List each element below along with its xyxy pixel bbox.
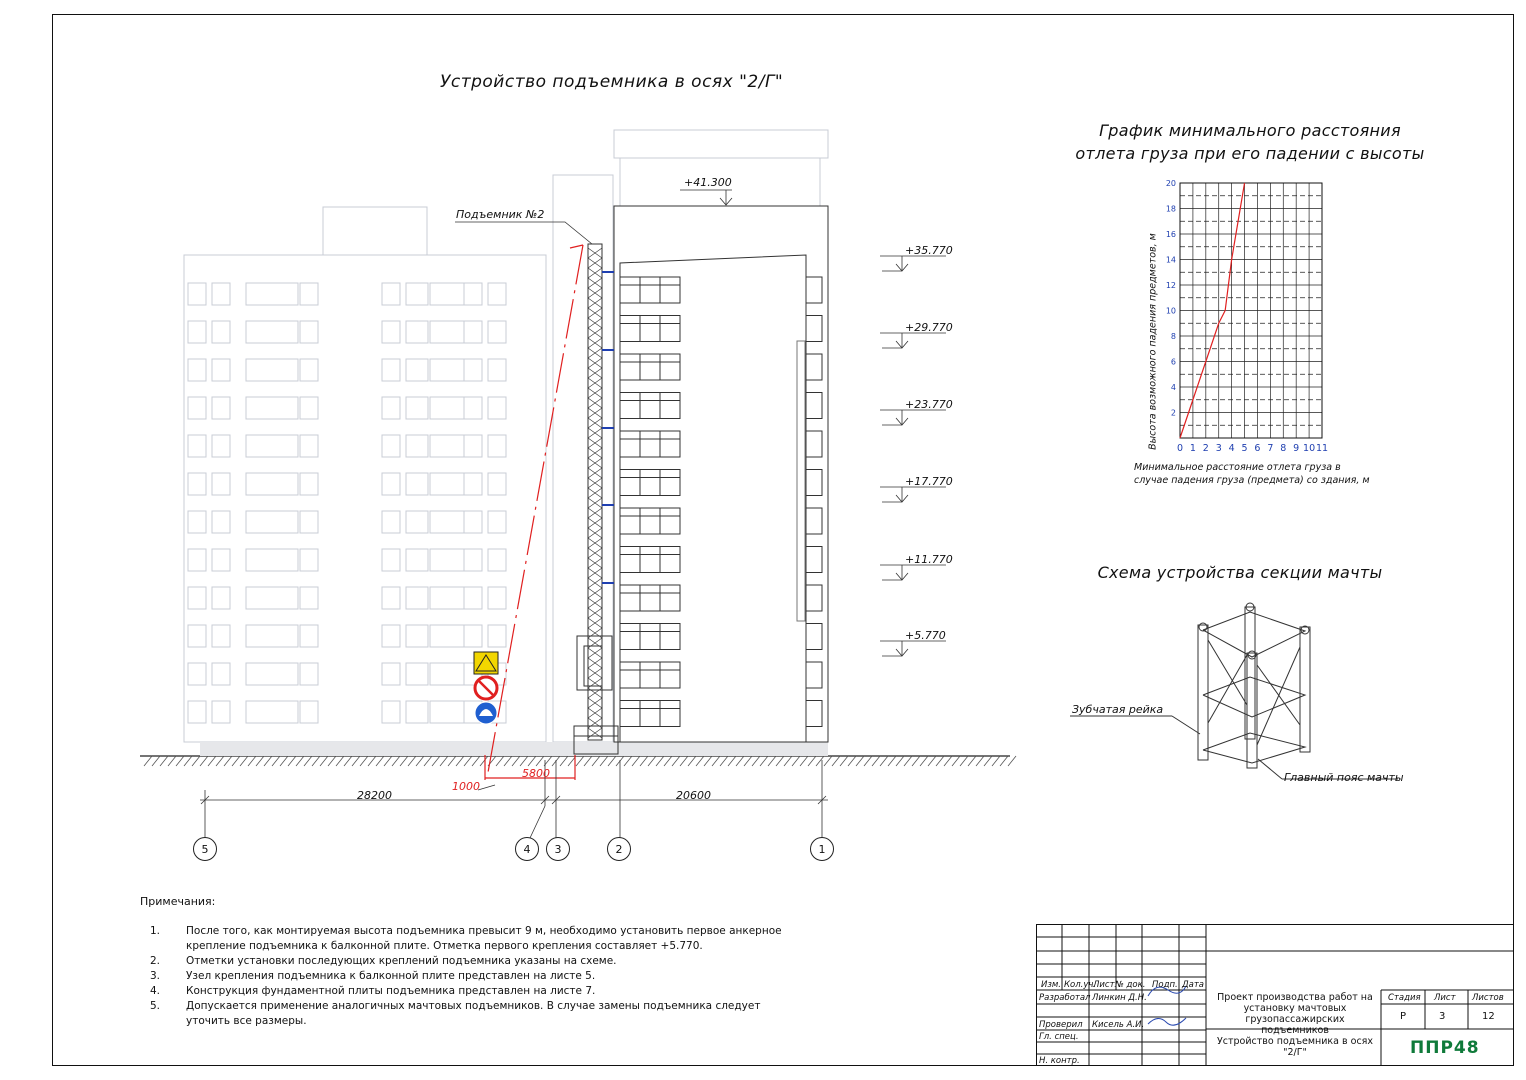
x-tick-label: 5 [1241,443,1248,454]
top-level-mark: +41.300 [684,176,732,189]
y-tick-label: 12 [1165,281,1176,290]
level-mark: +5.770 [905,629,946,642]
dim-left: 28200 [357,789,392,802]
stamp-sheet-header: Лист [1434,993,1456,1003]
stamp-header: Кол.уч. [1064,980,1097,990]
axis-marker: 4 [515,837,539,861]
stamp-stage-header: Стадия [1388,993,1421,1003]
x-tick-label: 6 [1254,443,1261,454]
x-tick-label: 10 [1303,443,1316,454]
graph-xlabel-line2: случае падения груза (предмета) со здания, м [1134,475,1370,486]
x-tick-label: 2 [1202,443,1209,454]
stamp-sheets: 12 [1482,1011,1495,1022]
x-tick-label: 9 [1293,443,1300,454]
stamp-role-developer: Разработал [1039,993,1091,1003]
stamp-header: Лист [1093,980,1115,990]
axis-marker: 2 [607,837,631,861]
dim-small1: 5800 [522,767,550,780]
elevation-title: Устройство подъемника в осях "2/Г" [440,72,784,92]
y-tick-label: 6 [1170,357,1176,367]
stamp-header: Дата [1182,980,1205,990]
stamp-role-norm: Н. контр. [1039,1056,1080,1066]
y-tick-label: 18 [1165,204,1176,214]
y-tick-label: 20 [1165,179,1176,188]
axis-marker: 5 [193,837,217,861]
graph-ylabel: Высота возможного падения предметов, м [1147,233,1159,450]
y-tick-label: 16 [1165,230,1176,239]
no-entry-sign-icon [475,677,497,699]
note-item: После того, как монтируемая высота подъемника превысит 9 м, необходимо установить первое анкерное крепление подъемника к балконной плите. Отметка первого крепления составляет +5.770. [186,925,782,952]
mast-label-belt: Главный пояс мачты [1284,771,1404,784]
company-logo: ППР48 [1410,1038,1480,1058]
stamp-sheet-title: Устройство подъемника в осях "2/Г" [1216,1036,1374,1058]
stamp-header: Изм. [1041,980,1061,990]
x-tick-label: 4 [1228,443,1235,454]
notes-list: 1. После того, как монтируемая высота подъемника превысит 9 м, необходимо установить первое анкерное крепление подъемника к балконной плите. Отметка первого крепления составляет +5.770. 2. Отметки установки последующих креплений подъемника указаны на схеме. 3. Узел крепления подъемника к балконной плите представлен на листе 5. 4. Конструкция фундаментной плиты подъемника представлен на листе 7. 5. Допускается применение аналогичных мачтовых подъемников. В случае замены подъемника следует уточить все размеры. [150,924,810,1034]
x-tick-label: 1 [1189,443,1196,454]
axis-marker: 1 [810,837,834,861]
stamp-stage: Р [1400,1011,1407,1022]
note-item: Допускается применение аналогичных мачтовых подъемников. В случае замены подъемника следует уточить все размеры. [186,1000,761,1027]
level-mark: +29.770 [905,321,953,334]
dim-right: 20600 [676,789,711,802]
helmet-sign-icon [475,702,497,724]
note-item: Конструкция фундаментной плиты подъемника представлен на листе 7. [186,985,596,997]
y-tick-label: 10 [1165,306,1176,316]
axis-marker: 3 [546,837,570,861]
graph-xlabel-line1: Минимальное расстояние отлета груза в [1134,462,1341,473]
mast-title: Схема устройства секции мачты [1097,563,1383,582]
stamp-name-developer: Линкин Д.Н. [1092,993,1147,1003]
y-tick-label: 2 [1170,408,1176,418]
dim-small2: 1000 [452,780,480,793]
x-tick-label: 0 [1176,443,1184,454]
stamp-role-checker: Проверил [1039,1020,1083,1030]
stamp-header: Подп. [1152,980,1178,990]
notes-heading: Примечания: [140,895,216,908]
graph-title-line1: График минимального расстояния [1099,121,1401,140]
level-mark: +11.770 [905,553,953,566]
y-tick-label: 4 [1170,383,1176,392]
stamp-project-name: Проект производства работ на установку мачтовых грузопассажирских подъемников [1217,992,1373,1036]
level-mark: +23.770 [905,398,953,411]
level-mark: +35.770 [905,244,953,257]
level-mark: +17.770 [905,475,953,488]
note-item: Отметки установки последующих креплений подъемника указаны на схеме. [186,955,617,967]
note-item: Узел крепления подъемника к балконной плите представлен на листе 5. [186,970,596,982]
chart-grid [1180,183,1322,438]
mast-section-drawing [1060,595,1410,790]
stamp-header: № док. [1115,980,1146,990]
y-tick-label: 8 [1170,332,1176,341]
y-tick-label: 14 [1165,255,1176,265]
x-tick-label: 7 [1267,443,1274,454]
x-tick-label: 8 [1280,443,1287,454]
graph-title-line2: отлета груза при его падении с высоты [1075,144,1425,163]
stamp-name-checker: Кисель А.И. [1092,1020,1145,1030]
mast-label-rack: Зубчатая рейка [1072,703,1164,716]
warning-sign-icon [474,652,498,674]
stamp-sheet: 3 [1439,1011,1446,1022]
x-tick-label: 3 [1215,443,1222,454]
stamp-role-chief: Гл. спец. [1039,1032,1079,1042]
stamp-sheets-header: Листов [1472,993,1504,1003]
fall-distance-chart [1140,175,1340,460]
x-tick-label: 11 [1315,443,1329,454]
lift-label: Подъемник №2 [456,208,545,221]
